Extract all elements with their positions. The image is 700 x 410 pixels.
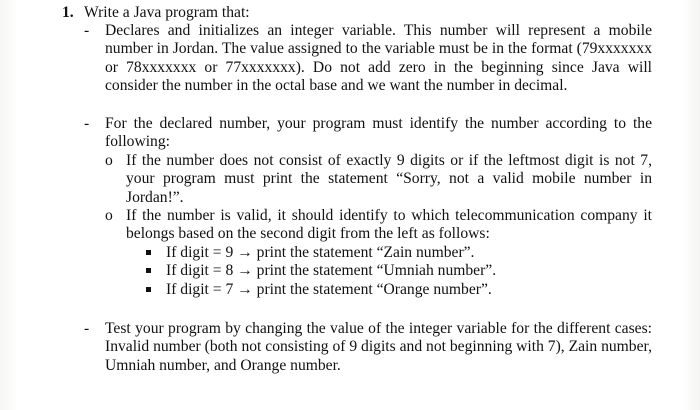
question-title: Write a Java program that:: [84, 4, 250, 21]
requirement-text: Declares and initializes an integer variable. This number will represent a mobile number in Jordan. The value assigned to the variable must be in the format (79xxxxxxx or 78xxxxxxx or 77xxxxxxx). Do not add zero in the beginning since Java will consider the number in the octal base and we want the number in decimal.: [105, 22, 652, 95]
dash-marker: -: [84, 320, 90, 337]
sub-item-text: If the number is valid, it should identify to which telecommunication company it belongs based on the second digit from the left as follows:: [126, 207, 652, 243]
sub-item-text: If the number does not consist of exactly 9 digits or if the leftmost digit is not 7, your program must print the statement “Sorry, not a valid mobile number in Jordan!”.: [126, 151, 652, 206]
dash-marker: -: [84, 115, 90, 132]
sub-item-valid: [105, 207, 652, 244]
requirement-item-1: [84, 22, 652, 96]
square-bullet-icon: [146, 287, 151, 292]
bullet-text: If digit = 9 → print the statement “Zain number”.: [166, 243, 475, 261]
bullet-text: If digit = 8 → print the statement “Umniah number”.: [166, 262, 497, 280]
bullet-text: If digit = 7 → print the statement “Orange number”.: [166, 280, 492, 298]
requirement-text: For the declared number, your program must identify the number according to the following:: [105, 115, 652, 151]
requirement-item-2: [84, 115, 652, 299]
circle-marker: o: [105, 151, 113, 169]
square-bullet-icon: [146, 268, 151, 273]
dash-marker: -: [84, 22, 90, 39]
sub-item-invalid: [105, 152, 652, 207]
question-heading: [62, 4, 662, 22]
question-number: 1.: [62, 4, 74, 21]
requirement-item-3: [84, 320, 652, 375]
circle-marker: o: [105, 207, 113, 225]
bullet-umniah: [146, 262, 652, 280]
requirement-text: Test your program by changing the value of the integer variable for the different cases: Invalid number (both not consisting of 9 digits and not beginning with 7), Zain number, Umniah number, and Orange number.: [105, 320, 652, 374]
square-bullet-icon: [146, 250, 151, 255]
bullet-zain: [146, 244, 652, 262]
bullet-orange: [146, 281, 652, 299]
